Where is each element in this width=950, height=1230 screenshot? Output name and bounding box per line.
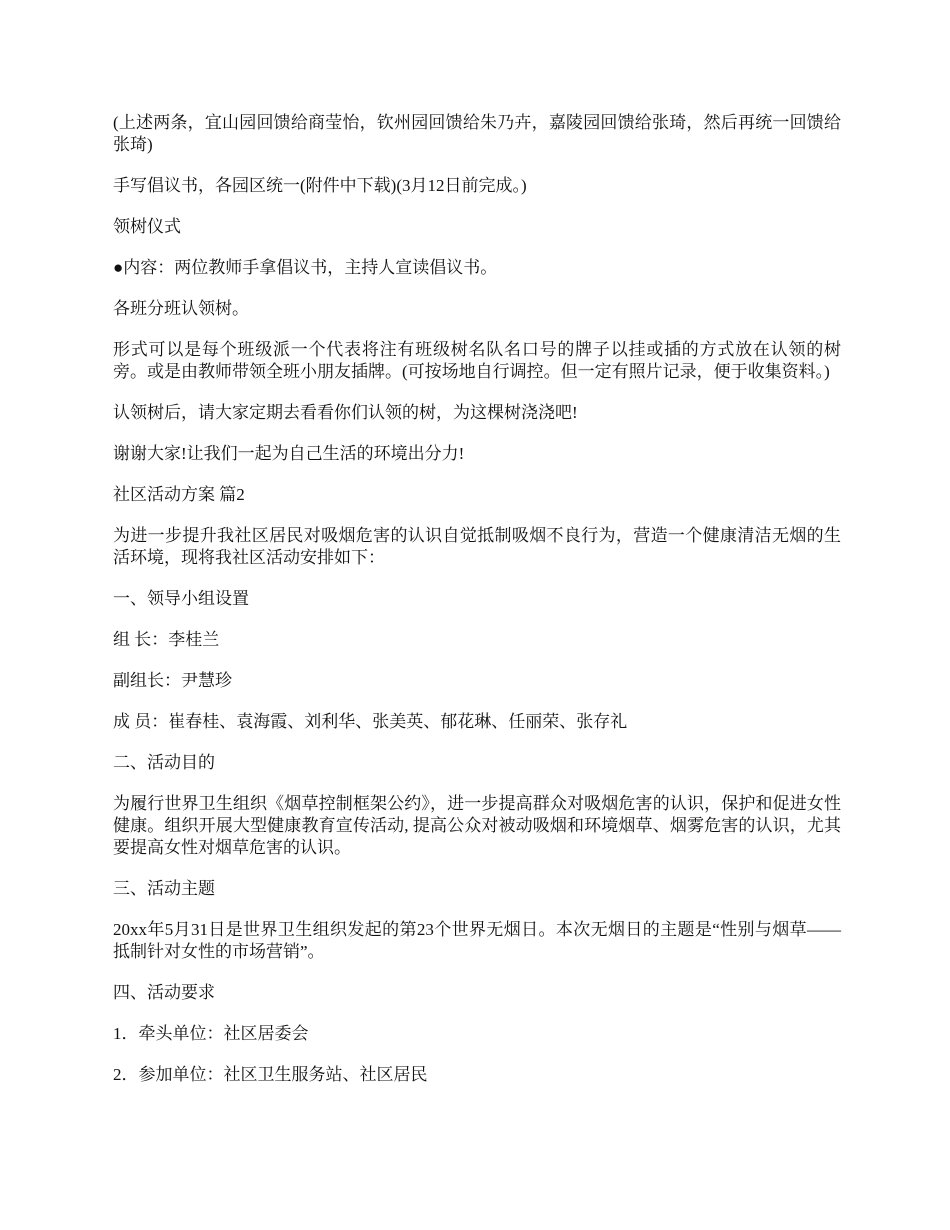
paragraph-class-adoption: 各班分班认领树。 xyxy=(113,299,249,318)
paragraph-theme: 20xx年5月31日是世界卫生组织发起的第23个世界无烟日。本次无烟日的主题是“性别与烟草——抵制针对女性的市场营销”。 xyxy=(113,920,841,961)
document-body xyxy=(113,112,841,1105)
paragraph-purpose: 为履行世界卫生组织《烟草控制框架公约》，进一步提高群众对吸烟危害的认识，保护和促进女性健康。组织开展大型健康教育宣传活动, 提高公众对被动吸烟和环境烟草、烟雾危害的认识，尤其要提高女性对烟草危害的认识。 xyxy=(113,794,841,857)
paragraph-handwritten-proposal: 手写倡议书，各园区统一(附件中下载)(3月12日前完成。) xyxy=(113,176,527,195)
paragraph-adoption-format: 形式可以是每个班级派一个代表将注有班级树名队名口号的牌子以挂或插的方式放在认领的树旁。或是由教师带领全班小朋友插牌。(可按场地自行调控。但一定有照片记录，便于收集资料。) xyxy=(113,340,841,381)
heading-activity-theme: 三、活动主题 xyxy=(113,879,215,898)
paragraph-participating-units: 2．参加单位：社区卫生服务站、社区居民 xyxy=(113,1065,428,1084)
paragraph-deputy-leader: 副组长：尹慧珍 xyxy=(113,671,232,690)
section-title-plan-2: 社区活动方案 篇2 xyxy=(113,485,245,504)
paragraph-ceremony-content: ●内容：两位教师手拿倡议书，主持人宣读倡议书。 xyxy=(113,258,498,277)
heading-activity-purpose: 二、活动目的 xyxy=(113,753,215,772)
paragraph-intro: 为进一步提升我社区居民对吸烟危害的认识自觉抵制吸烟不良行为，营造一个健康清洁无烟的生活环境，现将我社区活动安排如下： xyxy=(113,526,841,567)
paragraph-watering-reminder: 认领树后，请大家定期去看看你们认领的树，为这棵树浇浇吧! xyxy=(113,403,578,422)
paragraph-thanks: 谢谢大家!让我们一起为自己生活的环境出分力! xyxy=(113,444,465,463)
heading-activity-requirements: 四、活动要求 xyxy=(113,983,215,1002)
heading-leadership-group: 一、领导小组设置 xyxy=(113,589,249,608)
paragraph-lead-unit: 1．牵头单位：社区居委会 xyxy=(113,1024,309,1043)
paragraph-group-leader: 组 长：李桂兰 xyxy=(113,630,220,649)
paragraph-feedback-note: (上述两条，宜山园回馈给商莹怡，钦州园回馈给朱乃卉，嘉陵园回馈给张琦，然后再统一回馈给张琦) xyxy=(113,113,841,154)
paragraph-tree-ceremony-heading: 领树仪式 xyxy=(113,217,181,236)
paragraph-members: 成 员：崔春桂、袁海霞、刘利华、张美英、郁花琳、任丽荣、张存礼 xyxy=(113,712,628,731)
